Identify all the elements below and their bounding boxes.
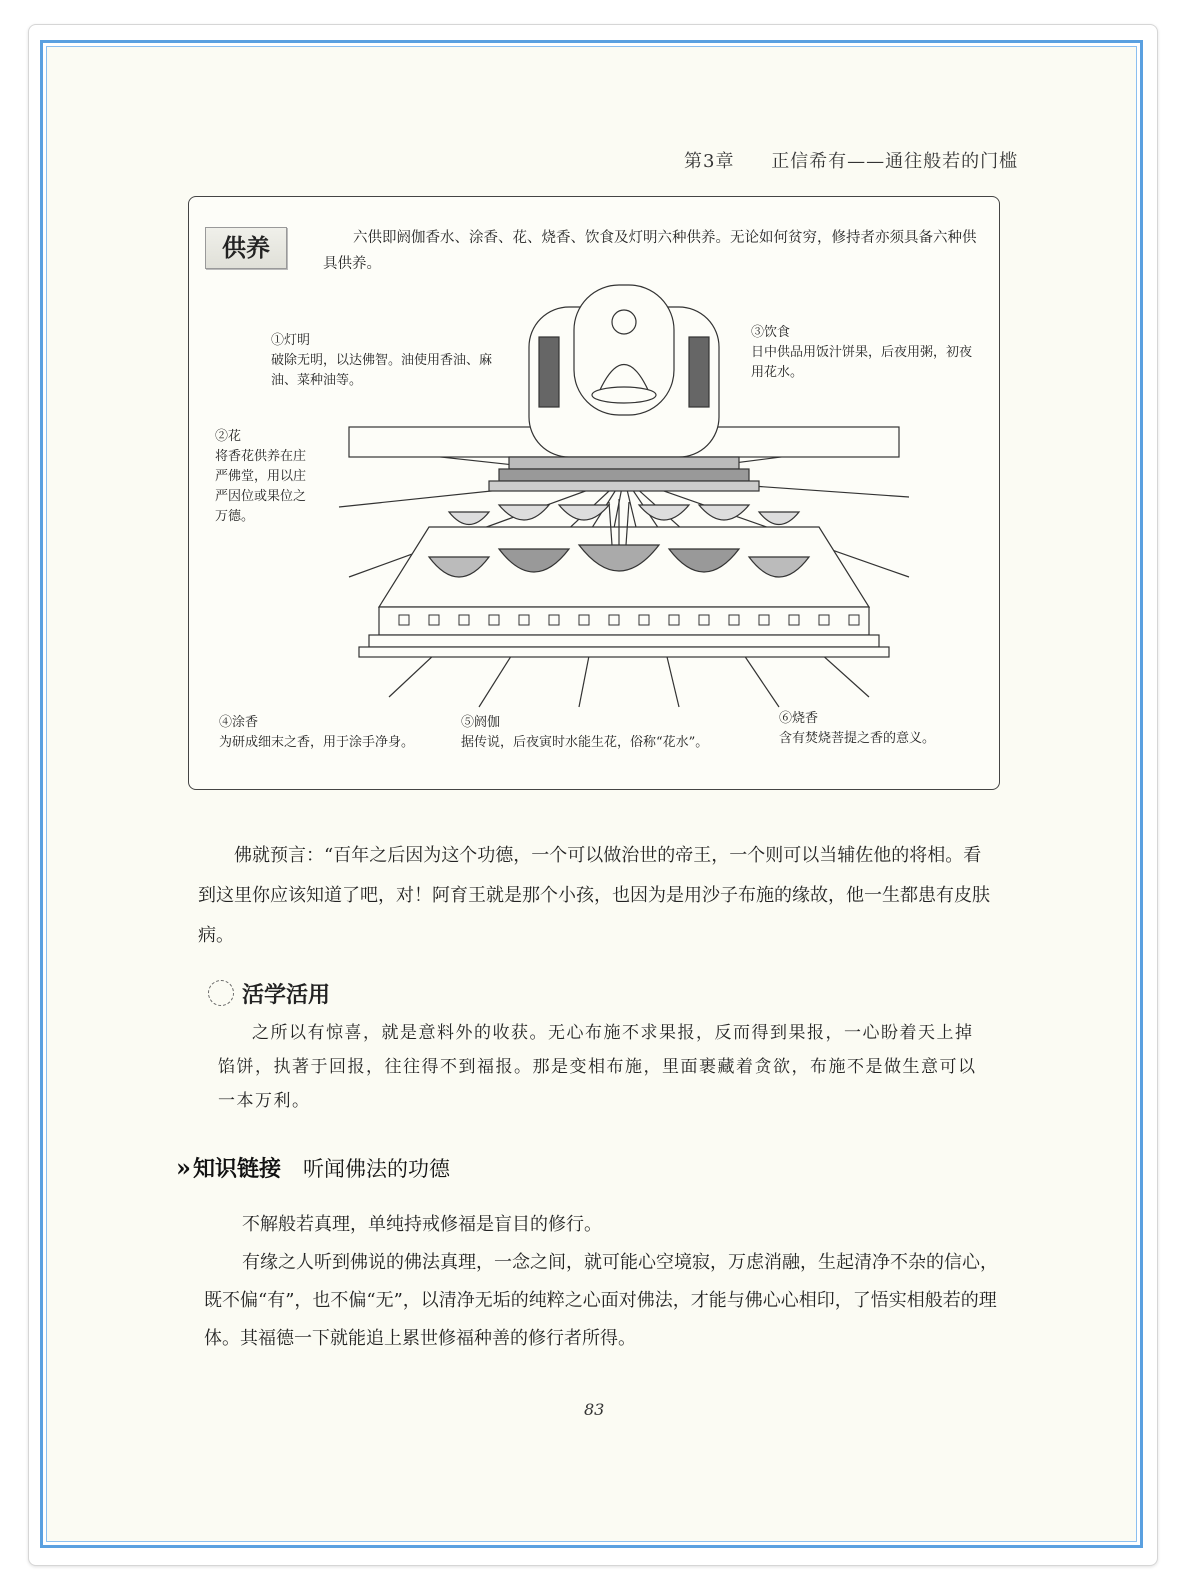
running-header xyxy=(684,147,1018,173)
note-water-title: ⑤阏伽 xyxy=(461,715,501,730)
knowledge-subtitle: 听闻佛法的功德 xyxy=(303,1157,451,1181)
page-number: 83 xyxy=(584,1400,605,1419)
dashed-circle-icon xyxy=(208,980,234,1006)
paragraph-prophecy: 佛就预言：“百年之后因为这个功德，一个可以做治世的帝王，一个则可以当辅佐他的将相。看到这里你应该知道了吧，对！阿育王就是那个小孩，也因为是用沙子布施的缘故，他一生都患有皮肤病。 xyxy=(198,845,990,946)
knowledge-paragraph-2: 有缘之人听到佛说的佛法真理，一念之间，就可能心空境寂，万虑消融，生起清净不杂的信心，既不偏“有”，也不偏“无”，以清净无垢的纯粹之心面对佛法，才能与佛心心相印，了悟实相般若的理体。其福德一下就能追上累世修福种善的修行者所得。 xyxy=(204,1252,998,1349)
note-incense-paste xyxy=(219,713,449,753)
chapter-title: 正信希有——通往般若的门槛 xyxy=(771,151,1019,172)
figure-title: 供养 xyxy=(205,227,287,269)
note-water-text: 据传说，后夜寅时水能生花，俗称“花水”。 xyxy=(461,735,709,750)
double-chevron-icon: » xyxy=(176,1153,191,1182)
figure-intro: 六供即阏伽香水、涂香、花、烧香、饮食及灯明六种供养。无论如何贫穷，修持者亦须具备六种供具供养。 xyxy=(323,230,977,272)
knowledge-body xyxy=(204,1206,1004,1358)
section-body: 之所以有惊喜，就是意料外的收获。无心布施不求果报，反而得到果报，一心盼着天上掉馅饼，执著于回报，往往得不到福报。那是变相布施，里面裹藏着贪欲，布施不是做生意可以一本万利。 xyxy=(218,1023,977,1111)
note-lamp-text: 破除无明，以达佛智。油使用香油、麻油、菜种油等。 xyxy=(271,353,493,388)
note-flower xyxy=(215,427,315,527)
note-food-text: 日中供品用饭汁饼果，后夜用粥，初夜用花水。 xyxy=(751,345,973,380)
note-incense-paste-text: 为研成细末之香，用于涂手净身。 xyxy=(219,735,415,750)
note-water xyxy=(461,713,751,753)
note-flower-title: ②花 xyxy=(215,429,242,444)
offering-figure xyxy=(188,196,1000,790)
note-incense-paste-title: ④涂香 xyxy=(219,715,259,730)
knowledge-label: 知识链接 xyxy=(193,1157,282,1182)
altar-illustration xyxy=(329,277,919,717)
knowledge-paragraph-1: 不解般若真理，单纯持戒修福是盲目的修行。 xyxy=(242,1214,602,1235)
note-burning-incense-title: ⑥烧香 xyxy=(779,711,819,726)
chapter-number: 第3章 xyxy=(684,151,735,172)
note-flower-text: 将香花供养在庄严佛堂，用以庄严因位或果位之万德。 xyxy=(215,449,307,524)
knowledge-heading xyxy=(176,1152,450,1183)
note-food-title: ③饮食 xyxy=(751,325,791,340)
note-burning-incense-text: 含有焚烧菩提之香的意义。 xyxy=(779,731,936,746)
section-heading xyxy=(208,978,330,1009)
section-title: 活学活用 xyxy=(242,982,331,1008)
note-lamp-title: ①灯明 xyxy=(271,333,311,348)
